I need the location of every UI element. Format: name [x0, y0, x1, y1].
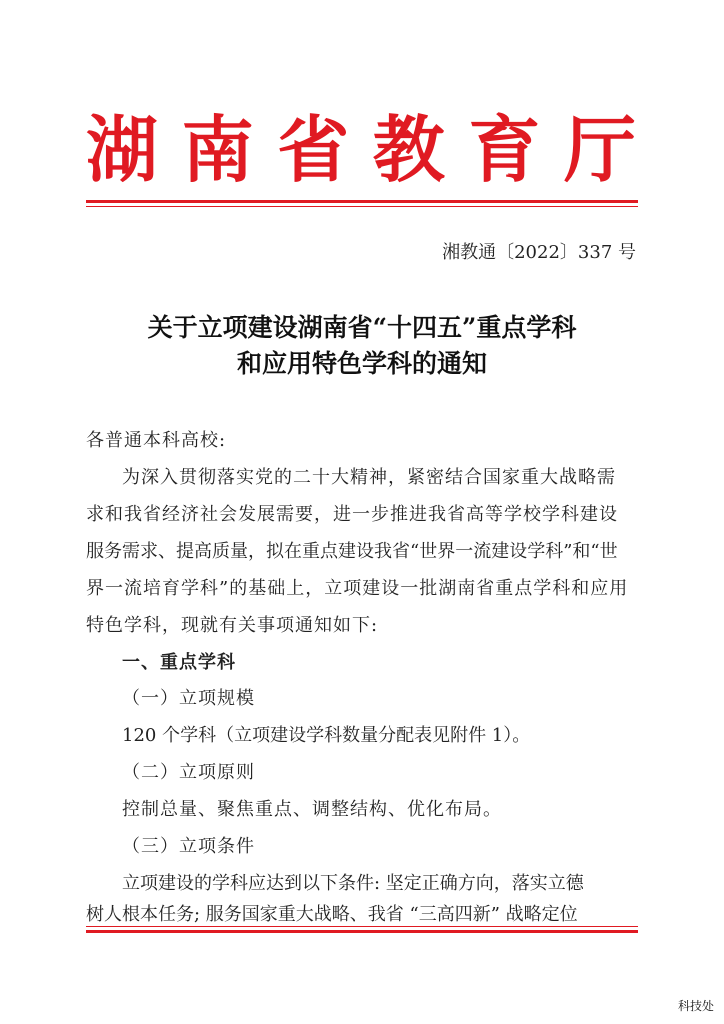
paragraph-line: 界一流培育学科”的基础上，立项建设一批湖南省重点学科和应用	[86, 578, 629, 599]
masthead-char: 湖	[86, 107, 159, 192]
subsection-text: 树人根本任务; 服务国家重大战略、我省 “三高四新” 战略定位	[86, 904, 578, 925]
masthead-char: 南	[181, 107, 254, 192]
footer-rule-thick	[86, 930, 638, 933]
header-rule-thick	[86, 200, 638, 203]
paragraph-line: 特色学科，现就有关事项通知如下:	[86, 615, 379, 636]
document-number: 湘教通〔2022〕337 号	[442, 242, 636, 263]
subsection-heading: （二）立项原则	[122, 762, 255, 783]
header-rule-thin	[86, 206, 638, 207]
paragraph-line: 为深入贯彻落实党的二十大精神，紧密结合国家重大战略需	[122, 467, 616, 488]
document-title-line-1: 关于立项建设湖南省“十四五”重点学科	[147, 313, 577, 342]
document-title-line-2: 和应用特色学科的通知	[236, 349, 487, 378]
masthead-char: 育	[468, 107, 541, 192]
subsection-heading: （一）立项规模	[122, 688, 255, 709]
masthead-char: 教	[372, 107, 445, 192]
masthead-char: 省	[277, 107, 350, 192]
paragraph-line: 服务需求、提高质量，拟在重点建设我省“世界一流建设学科”和“世	[86, 541, 618, 562]
subsection-heading: （三）立项条件	[122, 836, 255, 857]
section-heading: 一、重点学科	[122, 652, 236, 673]
footer-rule-thin	[86, 926, 638, 927]
paragraph-line: 求和我省经济社会发展需要，进一步推进我省高等学校学科建设	[86, 504, 618, 525]
masthead-org-name	[86, 106, 636, 194]
subsection-text: 立项建设的学科应达到以下条件: 坚定正确方向，落实立德	[122, 873, 584, 894]
department-stamp: 科技处	[677, 999, 714, 1013]
subsection-text: 控制总量、聚焦重点、调整结构、优化布局。	[122, 799, 502, 820]
subsection-text: 120 个学科（立项建设学科数量分配表见附件 1）。	[122, 725, 531, 746]
salutation: 各普通本科高校:	[86, 430, 227, 451]
masthead-char: 厅	[563, 107, 636, 192]
